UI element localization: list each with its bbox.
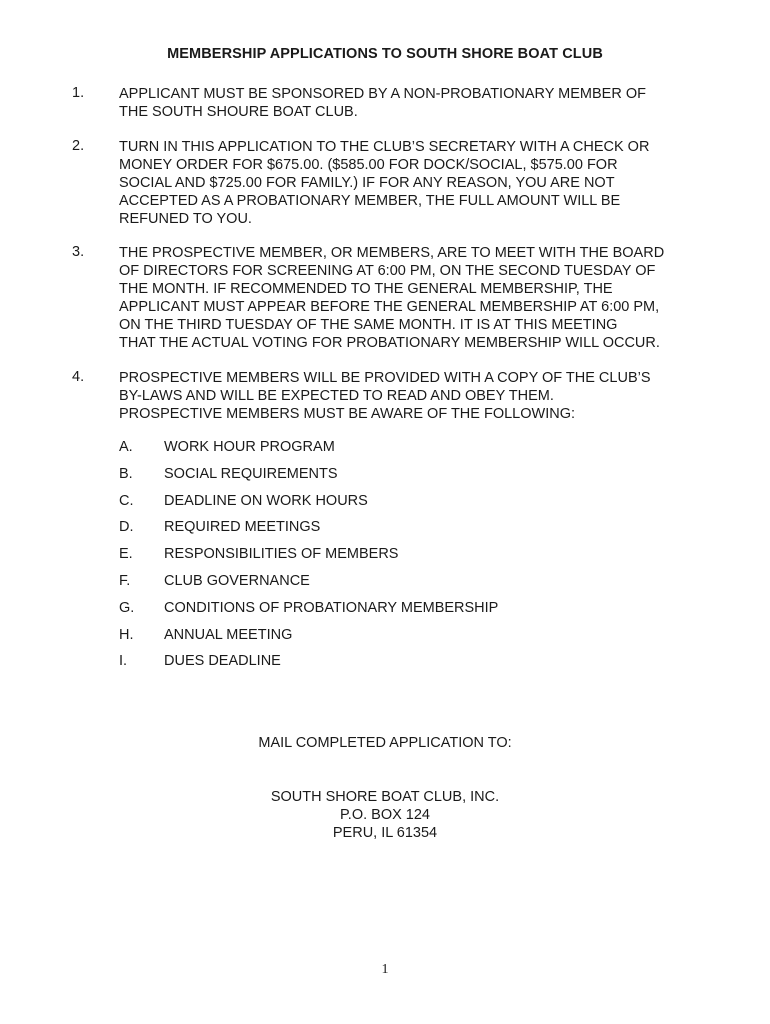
list-item-4 [72, 369, 702, 423]
text-line: MONEY ORDER FOR $675.00. ($585.00 FOR DOCK/SOCIAL, $575.00 FOR [119, 157, 618, 173]
list-item-number: 2. [72, 138, 85, 154]
sublist-letter: E. [119, 546, 133, 563]
text-line: TURN IN THIS APPLICATION TO THE CLUB’S SECRETARY WITH A CHECK OR [119, 139, 650, 155]
text-line: OF DIRECTORS FOR SCREENING AT 6:00 PM, ON THE SECOND TUESDAY OF [119, 263, 656, 279]
sublist-letter: D. [119, 519, 134, 536]
list-item-number: 3. [72, 244, 85, 260]
text-line: ON THE THIRD TUESDAY OF THE SAME MONTH. IT IS AT THIS MEETING [119, 317, 618, 333]
sublist-letter: B. [119, 465, 133, 482]
sublist-text: WORK HOUR PROGRAM [164, 439, 335, 455]
sublist-text: CLUB GOVERNANCE [164, 572, 310, 589]
sublist-item-a [119, 438, 619, 465]
sublist-text: RESPONSIBILITIES OF MEMBERS [164, 546, 399, 563]
list-item-1 [72, 85, 702, 121]
sublist-letter: H. [119, 626, 134, 643]
text-line: APPLICANT MUST APPEAR BEFORE THE GENERAL MEMBERSHIP AT 6:00 PM, [119, 299, 660, 315]
text-line: ACCEPTED AS A PROBATIONARY MEMBER, THE FULL AMOUNT WILL BE [119, 193, 621, 209]
sublist-letter: I. [119, 653, 128, 670]
page-number: 1 [381, 962, 389, 977]
awareness-sublist [119, 438, 619, 679]
mail-heading: MAIL COMPLETED APPLICATION TO: [258, 735, 512, 751]
list-item-text [119, 138, 702, 228]
sublist-text: CONDITIONS OF PROBATIONARY MEMBERSHIP [164, 599, 499, 616]
sublist-item-i [119, 652, 619, 679]
text-line: BY-LAWS AND WILL BE EXPECTED TO READ AND OBEY THEM. [119, 388, 554, 404]
text-line: PROSPECTIVE MEMBERS WILL BE PROVIDED WITH A COPY OF THE CLUB’S [119, 370, 651, 386]
text-line: THAT THE ACTUAL VOTING FOR PROBATIONARY MEMBERSHIP WILL OCCUR. [119, 335, 660, 351]
list-item-2 [72, 138, 702, 228]
list-item-number: 4. [72, 369, 85, 385]
text-line: REFUNED TO YOU. [119, 211, 252, 227]
text-line: SOCIAL AND $725.00 FOR FAMILY.) IF FOR ANY REASON, YOU ARE NOT [119, 175, 615, 191]
sublist-text: ANNUAL MEETING [164, 626, 293, 643]
sublist-item-c [119, 492, 619, 519]
address-po-box: P.O. BOX 124 [339, 807, 430, 823]
text-line: THE SOUTH SHOURE BOAT CLUB. [119, 104, 358, 120]
sublist-letter: A. [119, 439, 133, 455]
sublist-text: DEADLINE ON WORK HOURS [164, 492, 368, 509]
list-item-text [119, 244, 702, 352]
text-line: THE PROSPECTIVE MEMBER, OR MEMBERS, ARE TO MEET WITH THE BOARD [119, 245, 665, 261]
sublist-letter: F. [119, 572, 131, 589]
sublist-item-b [119, 465, 619, 492]
list-item-text [119, 85, 702, 121]
sublist-text: DUES DEADLINE [164, 653, 281, 670]
sublist-letter: C. [119, 492, 134, 509]
sublist-letter: G. [119, 599, 135, 616]
text-line: APPLICANT MUST BE SPONSORED BY A NON-PROBATIONARY MEMBER OF [119, 86, 646, 102]
list-item-3 [72, 244, 702, 352]
sublist-item-h [119, 626, 619, 653]
sublist-item-d [119, 518, 619, 545]
document-title: MEMBERSHIP APPLICATIONS TO SOUTH SHORE BOAT CLUB [167, 46, 603, 62]
sublist-item-f [119, 572, 619, 599]
sublist-item-e [119, 545, 619, 572]
sublist-text: SOCIAL REQUIREMENTS [164, 465, 338, 482]
text-line: THE MONTH. IF RECOMMENDED TO THE GENERAL MEMBERSHIP, THE [119, 281, 613, 297]
sublist-text: REQUIRED MEETINGS [164, 519, 321, 536]
address-name: SOUTH SHORE BOAT CLUB, INC. [270, 789, 500, 805]
list-item-text [119, 369, 702, 423]
text-line: PROSPECTIVE MEMBERS MUST BE AWARE OF THE FOLLOWING: [119, 406, 576, 422]
sublist-item-g [119, 599, 619, 626]
list-item-number: 1. [72, 85, 85, 101]
mailing-address [0, 788, 770, 842]
address-city: PERU, IL 61354 [332, 825, 438, 841]
